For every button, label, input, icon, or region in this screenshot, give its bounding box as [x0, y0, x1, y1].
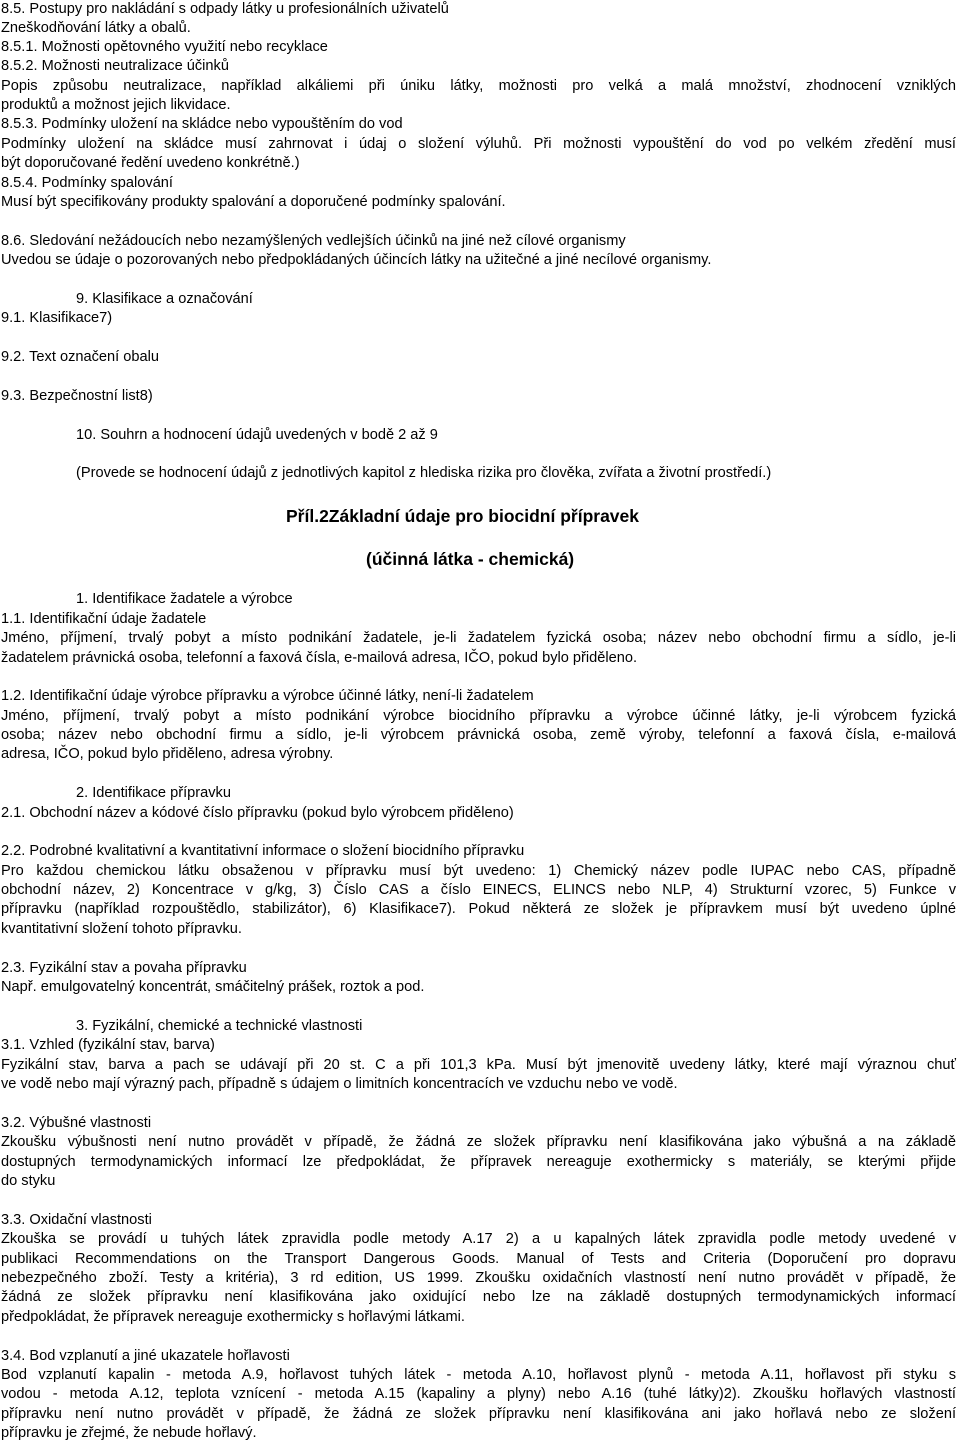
paragraph-line: ve vodě nebo mají výrazný pach, případně s údajem o limitních koncentracích ve vzduchu nebo ve vodě.: [1, 1076, 678, 1092]
paragraph-line: žádná ze složek přípravku není klasifikována jako oxidující nebo lze na základě dostupných termodynamických informací: [1, 1289, 956, 1305]
paragraph-line: Musí být specifikovány produkty spalování a doporučené podmínky spalování.: [1, 194, 506, 210]
heading-2-2: 2.2. Podrobné kvalitativní a kvantitativní informace o složení biocidního přípravku: [1, 843, 525, 859]
paragraph-line: Zneškodňování látky a obalů.: [1, 20, 191, 36]
paragraph-line: obchodní název, 2) Koncentrace v g/kg, 3) Číslo CAS a číslo EINECS, ELINCS nebo NLP, 4) Strukturní vzorec, 5) Funkce v: [1, 882, 956, 898]
heading-8-5-4: 8.5.4. Podmínky spalování: [1, 175, 173, 191]
heading-3-4: 3.4. Bod vzplanutí a jiné ukazatele hořlavosti: [1, 1348, 290, 1364]
heading-2: 2. Identifikace přípravku: [76, 785, 231, 801]
paragraph-line: vodou - metoda A.12, teplota vznícení - metoda A.15 (kapaliny a plyny) nebo A.16 (tuhé látky)2). Zkoušku hořlavých vlastností: [1, 1386, 956, 1402]
heading-3-2: 3.2. Výbušné vlastnosti: [1, 1115, 152, 1131]
heading-2-1: 2.1. Obchodní název a kódové číslo přípravku (pokud bylo výrobcem přiděleno): [1, 805, 514, 821]
heading-3-3: 3.3. Oxidační vlastnosti: [1, 1212, 152, 1228]
paragraph-line: nebezpečného zboží. Testy a kritéria), 3 rd edition, US 1999. Zkoušku oxidačních vlastností není nutno provádět v případě, že: [1, 1270, 956, 1286]
paragraph-line: Jméno, příjmení, trvalý pobyt a místo podnikání žadatele, je-li žadatelem fyzická osoba; název nebo obchodní firmu a sídlo, je-li: [1, 630, 956, 646]
paragraph-line: dostupných termodynamických informací lze předpokládat, že přípravek nereaguje exothermicky s materiály, se kterými přijde: [1, 1154, 956, 1170]
heading-1-2: 1.2. Identifikační údaje výrobce přípravku a výrobce účinné látky, není-li žadatelem: [1, 688, 534, 704]
heading-10: 10. Souhrn a hodnocení údajů uvedených v bodě 2 až 9: [76, 427, 438, 443]
heading-3-1: 3.1. Vzhled (fyzikální stav, barva): [1, 1037, 215, 1053]
appendix-title: Příl.2Základní údaje pro biocidní přípravek: [286, 506, 640, 526]
heading-1: 1. Identifikace žadatele a výrobce: [76, 591, 293, 607]
paragraph-line: publikaci Recommendations on the Transport Dangerous Goods. Manual of Tests and Criteria (Doporučení pro dopravu: [1, 1251, 956, 1267]
appendix-subtitle: (účinná látka - chemická): [366, 549, 575, 569]
heading-9-2: 9.2. Text označení obalu: [1, 349, 159, 365]
paragraph-line: Popis způsobu neutralizace, například alkáliemi při úniku látky, možnosti pro velká a malá množství, zhodnocení vzniklých: [1, 78, 956, 94]
heading-8-5-1: 8.5.1. Možnosti opětovného využití nebo recyklace: [1, 39, 328, 55]
heading-1-1: 1.1. Identifikační údaje žadatele: [1, 611, 207, 627]
heading-9-3: 9.3. Bezpečnostní list8): [1, 388, 153, 404]
paragraph-line: do styku: [1, 1173, 56, 1189]
paragraph-line: Podmínky uložení na skládce musí zahrnovat i údaj o složení výluhů. Při možnosti vypouštění do vod po velkém zředění musí: [1, 136, 956, 152]
heading-8-6: 8.6. Sledování nežádoucích nebo nezamýšlených vedlejších účinků na jiné než cílové organismy: [1, 233, 626, 249]
paragraph-line: Fyzikální stav, barva a pach se udávají při 20 st. C a při 101,3 kPa. Musí být jmenovitě uvedeny látky, které mají výraznou chuť: [1, 1057, 956, 1073]
heading-8-5-2: 8.5.2. Možnosti neutralizace účinků: [1, 58, 229, 74]
heading-3: 3. Fyzikální, chemické a technické vlastnosti: [76, 1018, 363, 1034]
paragraph-line: žadatelem právnická osoba, telefonní a faxová čísla, e-mailová adresa, IČO, pokud bylo přiděleno.: [1, 650, 637, 666]
paragraph-line: být doporučované ředění uvedeno konkrétně.): [1, 155, 300, 171]
paragraph-line: Jméno, příjmení, trvalý pobyt a místo podnikání výrobce biocidního přípravku a výrobce účinné látky, je-li výrobcem fyzická: [1, 708, 956, 724]
paragraph-line: Bod vzplanutí kapalin - metoda A.9, hořlavost tuhých látek - metoda A.10, hořlavost plynů - metoda A.11, hořlavost při styku s: [1, 1367, 956, 1383]
paragraph-line: Pro každou chemickou látku obsaženou v přípravku musí být uvedeno: 1) Chemický název podle IUPAC nebo CAS, případně: [1, 863, 956, 879]
paragraph-line: přípravku (například rozpouštědlo, stabilizátor), 6) Klasifikace7). Pokud některá ze složek je přípravkem musí být uvedeno úplné: [1, 901, 956, 917]
paragraph-line: Např. emulgovatelný koncentrát, smáčitelný prášek, roztok a pod.: [1, 979, 425, 995]
paragraph-line: Zkoušku výbušnosti není nutno provádět v případě, že žádná ze složek přípravku není klasifikována jako výbušná a na základě: [1, 1134, 956, 1150]
paragraph-line: Uvedou se údaje o pozorovaných nebo předpokládaných účincích látky na užitečné a jiné necílové organismy.: [1, 252, 712, 268]
heading-2-3: 2.3. Fyzikální stav a povaha přípravku: [1, 960, 247, 976]
heading-8-5-3: 8.5.3. Podmínky uložení na skládce nebo vypouštěním do vod: [1, 116, 403, 132]
paragraph-line: Zkouška se provádí u tuhých látek zpravidla podle metody A.17 2) a u kapalných látek zpravidla podle metody uvedené v: [1, 1231, 956, 1247]
heading-9: 9. Klasifikace a označování: [76, 291, 253, 307]
paragraph-line: přípravku není nutno provádět v případě, že žádná ze složek přípravku není klasifikována ani jako hořlavá nebo ze složení: [1, 1406, 956, 1422]
paragraph-line: předpokládat, že přípravek nereaguje exothermicky s hořlavými látkami.: [1, 1309, 465, 1325]
paragraph-line: osoba; název nebo obchodní firmu a sídlo, je-li výrobcem právnická osoba, země výroby, telefonní a faxová čísla, e-mailová: [1, 727, 956, 743]
paragraph-line: produktů a možnost jejich likvidace.: [1, 97, 231, 113]
heading-8-5: 8.5. Postupy pro nakládání s odpady látky u profesionálních uživatelů: [1, 1, 449, 17]
paragraph-line: kvantitativní složení tohoto přípravku.: [1, 921, 242, 937]
heading-9-1: 9.1. Klasifikace7): [1, 310, 113, 326]
paragraph-line: přípravku je zřejmé, že nebude hořlavý.: [1, 1425, 257, 1441]
paragraph-line: (Provede se hodnocení údajů z jednotlivých kapitol z hlediska rizika pro člověka, zvířata a životní prostředí.): [76, 465, 772, 481]
paragraph-line: adresa, IČO, pokud bylo přiděleno, adresa výrobny.: [1, 746, 334, 762]
